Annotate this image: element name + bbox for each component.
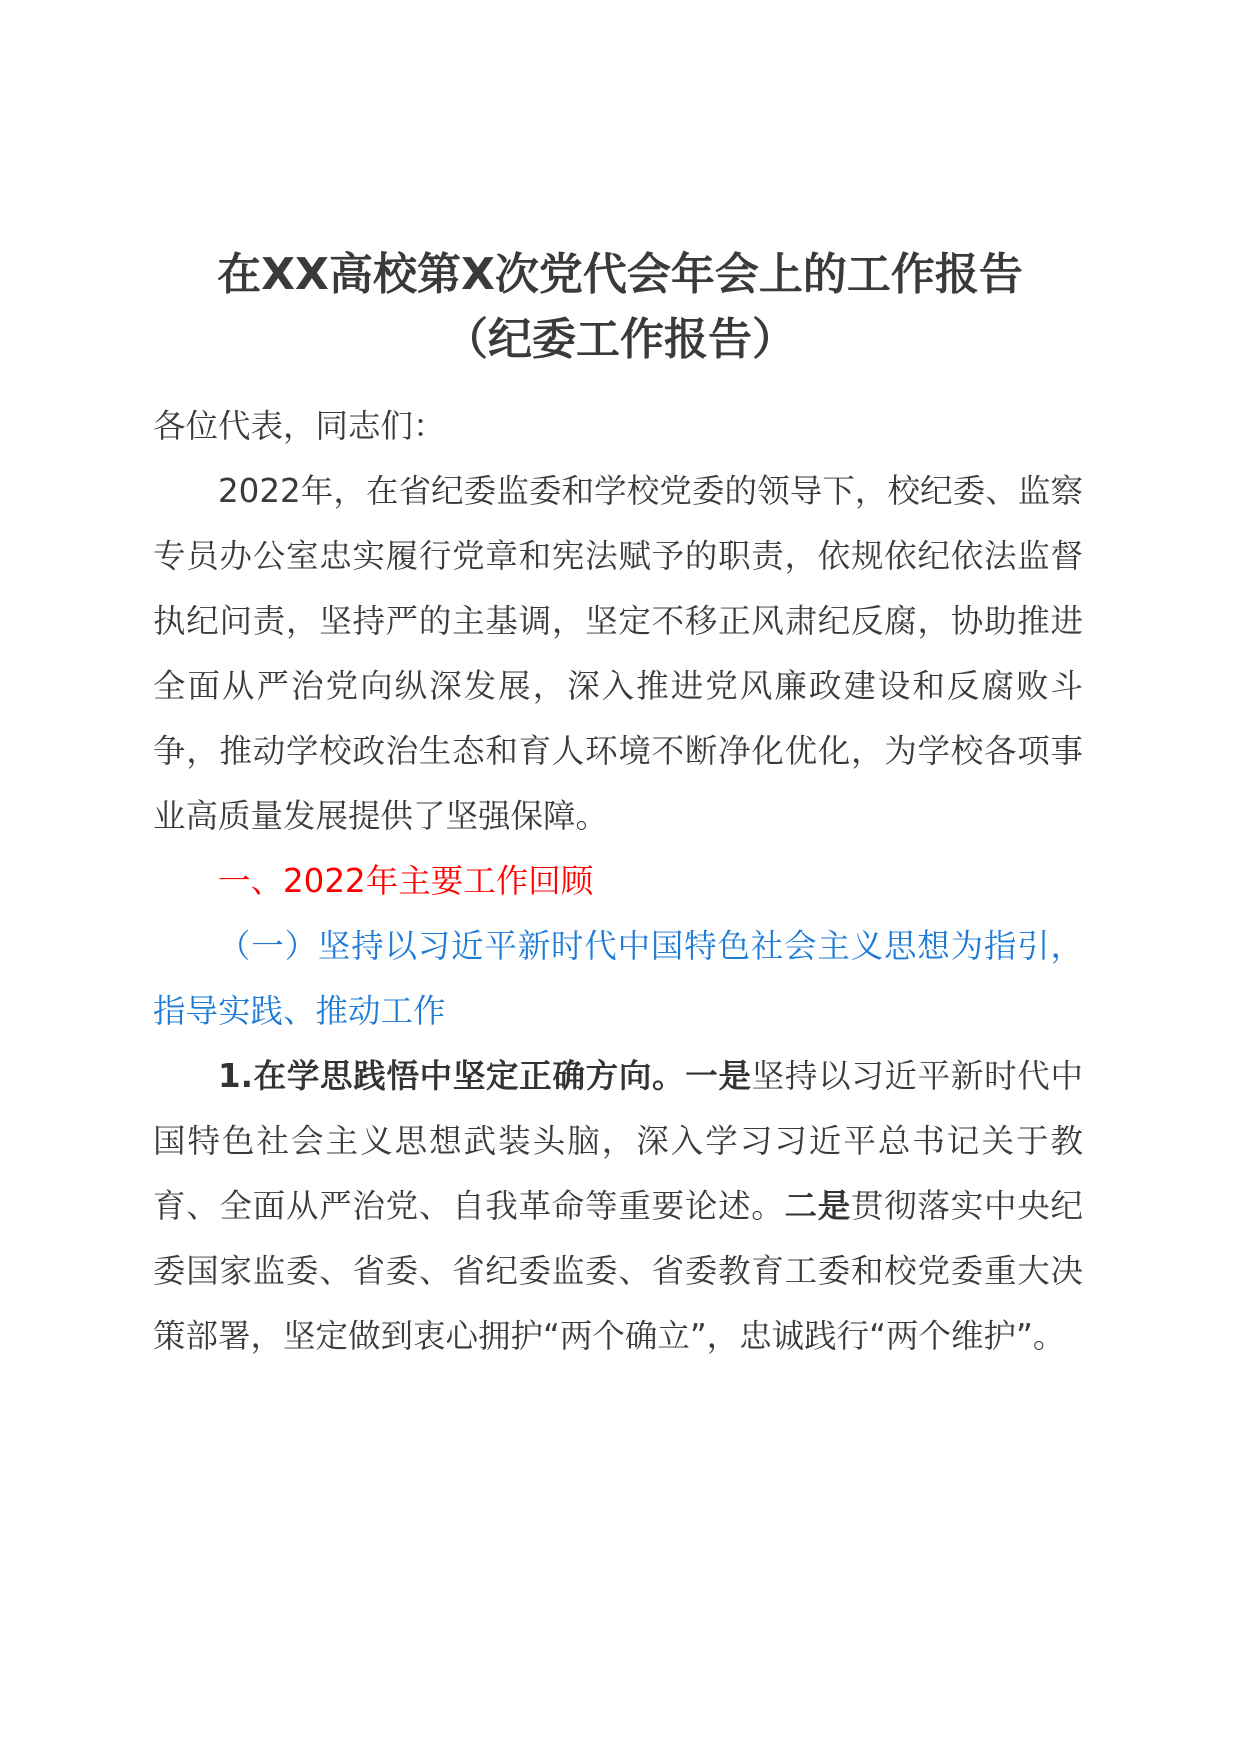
document-subtitle: （纪委工作报告） (444, 314, 796, 365)
document-body (153, 394, 1083, 1369)
document-title: 在XX高校第X次党代会年会上的工作报告 (217, 249, 1023, 300)
point-label: 一是 (685, 1057, 752, 1095)
intro-paragraph: 2022年，在省纪委监委和学校党委的领导下，校纪委、监察专员办公室忠实履行党章和宪法赋予的职责，依规依纪依法监督执纪问责，坚持严的主基调，坚定不移正风肃纪反腐，协助推进全面从严治党向纵深发展，深入推进党风廉政建设和反腐败斗争，推动学校政治生态和育人环境不断净化优化，为学校各项事业高质量发展提供了坚强保障。 (153, 472, 1083, 835)
point-label: 二是 (784, 1187, 852, 1225)
item-heading: 1.在学思践悟中坚定正确方向。 (218, 1057, 686, 1095)
subsection-heading: （一）坚持以习近平新时代中国特色社会主义思想为指引，指导实践、推动工作 (153, 927, 1083, 1030)
point-text: 坚持以习近平新时代中国特色社会主义思想武装头脑，深入学习习近平总书记关于教育、全面从严治党、自我革命等重要论述。 (153, 1057, 1083, 1225)
salutation: 各位代表，同志们： (153, 407, 446, 445)
point-text: 贯彻落实中央纪委国家监委、省委、省纪委监委、省委教育工委和校党委重大决策部署，坚定做到衷心拥护“两个确立”，忠诚践行“两个维护”。 (153, 1187, 1083, 1355)
item-paragraph (153, 1044, 1083, 1369)
section-heading: 一、2022年主要工作回顾 (218, 862, 594, 900)
